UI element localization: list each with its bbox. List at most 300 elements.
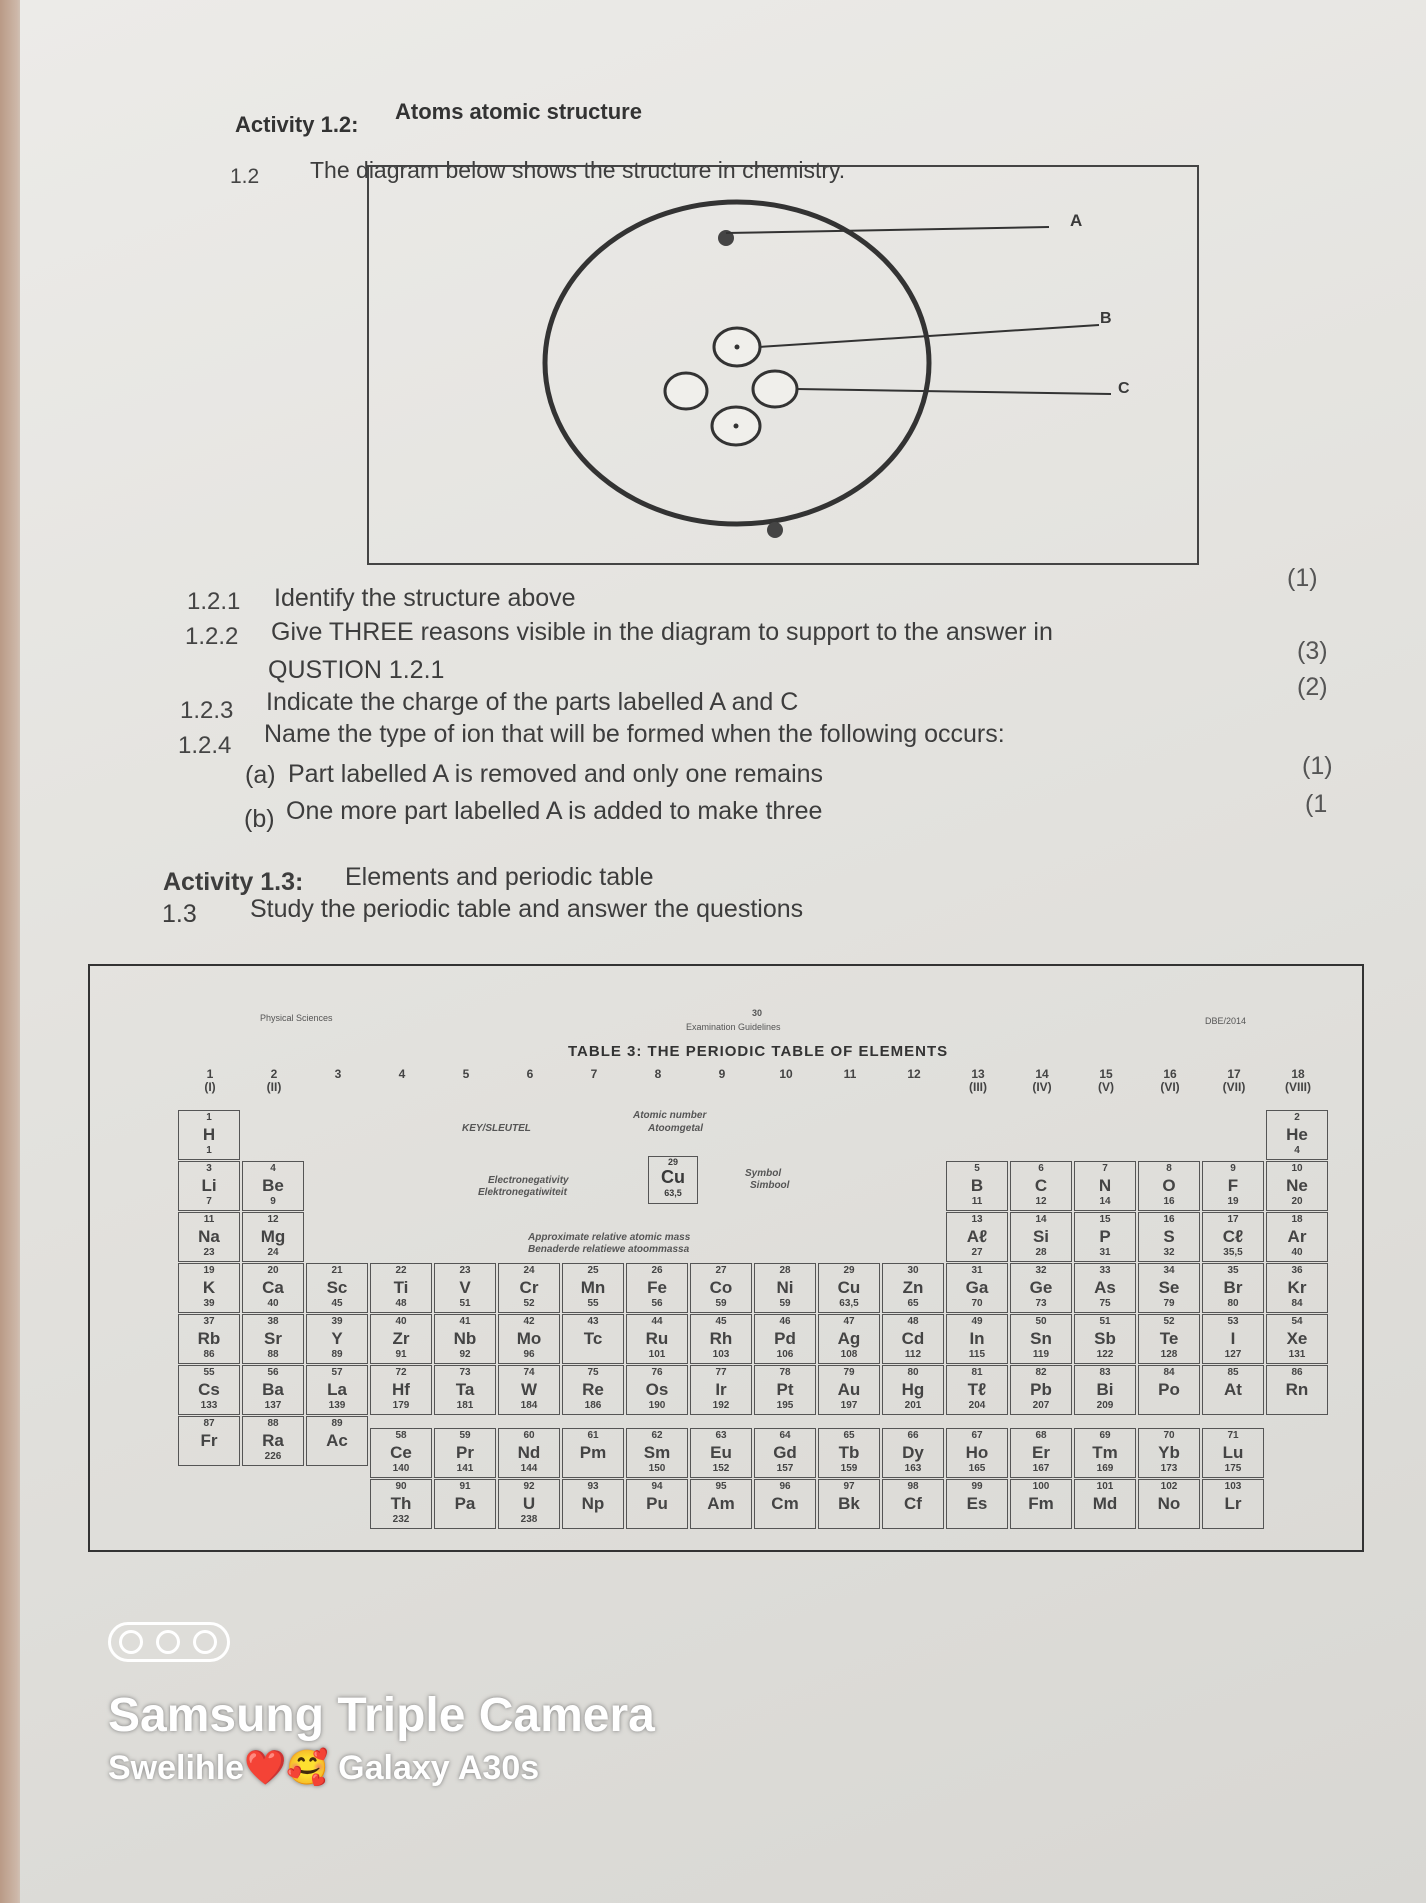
question-intro: The diagram below shows the structure in chemistry. bbox=[310, 157, 846, 183]
element-cell bbox=[1074, 1479, 1136, 1529]
element-cell bbox=[434, 1314, 496, 1364]
element-symbol: Tm bbox=[1092, 1443, 1118, 1462]
element-mass: 184 bbox=[520, 1400, 538, 1411]
element-atomic-number: 80 bbox=[907, 1367, 919, 1378]
element-mass: 35,5 bbox=[1223, 1247, 1243, 1258]
element-mass: 150 bbox=[648, 1463, 666, 1474]
element-atomic-number: 102 bbox=[1160, 1481, 1178, 1492]
element-symbol: He bbox=[1286, 1125, 1308, 1144]
element-atomic-number: 91 bbox=[459, 1481, 471, 1492]
label-a: A bbox=[1070, 211, 1083, 230]
element-mass: 45 bbox=[331, 1298, 343, 1309]
element-symbol: Gd bbox=[773, 1443, 797, 1462]
element-cell bbox=[562, 1263, 624, 1313]
element-symbol: Cr bbox=[519, 1278, 539, 1297]
group-header: 10 bbox=[779, 1067, 793, 1081]
camera-watermark-icon bbox=[108, 1622, 230, 1662]
key-symbol-af: Simbool bbox=[750, 1180, 790, 1191]
element-symbol: Ba bbox=[262, 1380, 284, 1399]
element-symbol: Pt bbox=[776, 1380, 794, 1399]
element-mass: 173 bbox=[1160, 1463, 1178, 1474]
element-symbol: Rn bbox=[1285, 1380, 1309, 1399]
element-cell bbox=[1138, 1314, 1200, 1364]
element-cell bbox=[1074, 1428, 1136, 1478]
element-cell bbox=[370, 1365, 432, 1415]
element-mass: 192 bbox=[712, 1400, 730, 1411]
element-symbol: Fm bbox=[1028, 1494, 1054, 1513]
element-symbol: Mo bbox=[516, 1329, 542, 1348]
element-mass: 197 bbox=[840, 1400, 858, 1411]
element-mass: 63,5 bbox=[839, 1298, 859, 1309]
element-mass: 75 bbox=[1099, 1298, 1111, 1309]
element-symbol: Md bbox=[1092, 1494, 1118, 1513]
element-cell bbox=[434, 1428, 496, 1478]
activity-1-3-number: 1.3 bbox=[162, 900, 197, 928]
element-mass: 128 bbox=[1160, 1349, 1178, 1360]
element-symbol: K bbox=[202, 1278, 216, 1297]
element-atomic-number: 1 bbox=[206, 1112, 212, 1123]
element-atomic-number: 39 bbox=[331, 1316, 343, 1327]
element-mass: 9 bbox=[270, 1196, 276, 1207]
element-cell bbox=[754, 1263, 816, 1313]
element-cell bbox=[306, 1314, 368, 1364]
pt-header-right: DBE/2014 bbox=[1205, 1016, 1247, 1026]
element-cell bbox=[562, 1365, 624, 1415]
pt-header-left: Physical Sciences bbox=[260, 1013, 333, 1023]
element-symbol: Ac bbox=[326, 1431, 348, 1450]
element-mass: 140 bbox=[392, 1463, 410, 1474]
element-atomic-number: 16 bbox=[1163, 1214, 1175, 1225]
element-cell bbox=[242, 1365, 304, 1415]
q-1-2-4a-mark: (1) bbox=[1302, 752, 1333, 780]
element-atomic-number: 35 bbox=[1227, 1265, 1239, 1276]
element-symbol: Bk bbox=[838, 1494, 860, 1513]
activity-1-2-label: Activity 1.2: bbox=[235, 112, 359, 137]
element-mass: 55 bbox=[587, 1298, 599, 1309]
activity-1-3-text: Study the periodic table and answer the questions bbox=[250, 895, 804, 923]
element-cell bbox=[690, 1479, 752, 1529]
element-symbol: La bbox=[327, 1380, 347, 1399]
element-mass: 28 bbox=[1035, 1247, 1047, 1258]
element-atomic-number: 93 bbox=[587, 1481, 599, 1492]
element-cell bbox=[562, 1314, 624, 1364]
element-atomic-number: 38 bbox=[267, 1316, 279, 1327]
element-atomic-number: 83 bbox=[1099, 1367, 1111, 1378]
element-atomic-number: 96 bbox=[779, 1481, 791, 1492]
element-symbol: Na bbox=[198, 1227, 220, 1246]
element-mass: 40 bbox=[267, 1298, 279, 1309]
element-atomic-number: 55 bbox=[203, 1367, 215, 1378]
element-symbol: Ga bbox=[965, 1278, 989, 1297]
element-cell bbox=[498, 1314, 560, 1364]
element-cell bbox=[370, 1314, 432, 1364]
element-atomic-number: 57 bbox=[331, 1367, 343, 1378]
element-mass: 24 bbox=[267, 1247, 279, 1258]
q-1-2-1-mark: (1) bbox=[1287, 564, 1318, 592]
element-cell bbox=[1202, 1161, 1264, 1211]
element-atomic-number: 20 bbox=[267, 1265, 279, 1276]
element-atomic-number: 48 bbox=[907, 1316, 919, 1327]
element-cell bbox=[818, 1314, 880, 1364]
element-cell bbox=[434, 1365, 496, 1415]
element-cell bbox=[754, 1479, 816, 1529]
neutron-right bbox=[753, 371, 797, 407]
element-mass: 88 bbox=[267, 1349, 279, 1360]
element-cell bbox=[690, 1365, 752, 1415]
element-atomic-number: 97 bbox=[843, 1481, 855, 1492]
element-symbol: At bbox=[1224, 1380, 1242, 1399]
element-mass: 65 bbox=[907, 1298, 919, 1309]
element-cell bbox=[306, 1416, 368, 1466]
element-cell bbox=[1202, 1314, 1264, 1364]
element-symbol: Be bbox=[262, 1176, 284, 1195]
element-atomic-number: 103 bbox=[1224, 1481, 1242, 1492]
element-symbol: Li bbox=[201, 1176, 217, 1195]
activity-1-3-label: Activity 1.3: bbox=[163, 868, 304, 896]
element-mass: 56 bbox=[651, 1298, 663, 1309]
element-cell bbox=[818, 1365, 880, 1415]
element-atomic-number: 17 bbox=[1227, 1214, 1239, 1225]
element-cell bbox=[882, 1479, 944, 1529]
element-symbol: In bbox=[969, 1329, 985, 1348]
element-mass: 48 bbox=[395, 1298, 407, 1309]
element-mass: 16 bbox=[1163, 1196, 1175, 1207]
element-atomic-number: 2 bbox=[1294, 1112, 1300, 1123]
element-atomic-number: 8 bbox=[1166, 1163, 1172, 1174]
element-cell bbox=[626, 1314, 688, 1364]
element-cell bbox=[1138, 1161, 1200, 1211]
element-atomic-number: 71 bbox=[1227, 1430, 1239, 1441]
element-cell bbox=[754, 1428, 816, 1478]
element-symbol: Fe bbox=[647, 1278, 667, 1297]
element-mass: 39 bbox=[203, 1298, 215, 1309]
watermark-device-text: Swelihle❤️🥰 Galaxy A30s bbox=[108, 1749, 540, 1787]
group-header: 5 bbox=[462, 1067, 470, 1081]
element-atomic-number: 10 bbox=[1291, 1163, 1303, 1174]
element-cell bbox=[178, 1212, 240, 1262]
element-symbol: Cu bbox=[837, 1278, 861, 1297]
element-mass: 122 bbox=[1096, 1349, 1114, 1360]
element-mass: 92 bbox=[459, 1349, 471, 1360]
key-example-number: 29 bbox=[667, 1157, 678, 1167]
label-c: C bbox=[1118, 380, 1130, 397]
element-cell bbox=[434, 1263, 496, 1313]
element-symbol: Dy bbox=[902, 1443, 924, 1462]
element-mass: 11 bbox=[971, 1196, 983, 1207]
element-atomic-number: 64 bbox=[779, 1430, 791, 1441]
key-mass-af: Benaderde relatiewe atoommassa bbox=[528, 1244, 690, 1255]
key-atomic-number-af: Atoomgetal bbox=[648, 1123, 703, 1134]
element-atomic-number: 12 bbox=[267, 1214, 279, 1225]
element-cell bbox=[1074, 1212, 1136, 1262]
group-header: 4 bbox=[398, 1067, 406, 1081]
element-cell bbox=[242, 1416, 304, 1466]
element-atomic-number: 58 bbox=[395, 1430, 407, 1441]
element-symbol: Sc bbox=[326, 1278, 348, 1297]
element-symbol: Ti bbox=[393, 1278, 409, 1297]
element-symbol: Fr bbox=[200, 1431, 218, 1450]
element-mass: 201 bbox=[904, 1400, 922, 1411]
element-atomic-number: 56 bbox=[267, 1367, 279, 1378]
pointer-line-a bbox=[726, 227, 1049, 233]
element-cell bbox=[242, 1161, 304, 1211]
key-electronegativity: Electronegativity bbox=[488, 1175, 569, 1186]
element-cell bbox=[754, 1314, 816, 1364]
element-atomic-number: 69 bbox=[1099, 1430, 1111, 1441]
element-mass: 70 bbox=[971, 1298, 983, 1309]
element-cell bbox=[1266, 1263, 1328, 1313]
element-atomic-number: 99 bbox=[971, 1481, 983, 1492]
element-cell bbox=[818, 1428, 880, 1478]
element-symbol: W bbox=[520, 1380, 538, 1399]
element-symbol: Zr bbox=[392, 1329, 410, 1348]
element-symbol: B bbox=[970, 1176, 984, 1195]
element-symbol: Si bbox=[1032, 1227, 1050, 1246]
element-symbol: Pd bbox=[774, 1329, 796, 1348]
element-symbol: Ir bbox=[715, 1380, 727, 1399]
element-symbol: Mn bbox=[580, 1278, 606, 1297]
element-symbol: Ca bbox=[262, 1278, 284, 1297]
element-cell bbox=[626, 1365, 688, 1415]
proton-mark-top bbox=[735, 345, 740, 350]
element-cell bbox=[178, 1314, 240, 1364]
element-symbol: Nd bbox=[517, 1443, 541, 1462]
element-mass: 141 bbox=[456, 1463, 474, 1474]
element-mass: 186 bbox=[584, 1400, 602, 1411]
q-1-2-4a-text: Part labelled A is removed and only one remains bbox=[288, 760, 824, 788]
q-1-2-3-mark: (2) bbox=[1297, 673, 1328, 701]
q-1-2-4-number: 1.2.4 bbox=[178, 732, 232, 759]
element-atomic-number: 9 bbox=[1230, 1163, 1236, 1174]
element-cell bbox=[946, 1479, 1008, 1529]
element-mass: 59 bbox=[715, 1298, 727, 1309]
element-symbol: C bbox=[1034, 1176, 1048, 1195]
element-cell bbox=[370, 1428, 432, 1478]
element-cell bbox=[946, 1365, 1008, 1415]
element-mass: 20 bbox=[1291, 1196, 1303, 1207]
element-symbol: I bbox=[1230, 1329, 1236, 1348]
element-atomic-number: 98 bbox=[907, 1481, 919, 1492]
element-atomic-number: 37 bbox=[203, 1316, 215, 1327]
element-atomic-number: 42 bbox=[523, 1316, 535, 1327]
element-symbol: Ge bbox=[1029, 1278, 1053, 1297]
element-cell bbox=[1266, 1314, 1328, 1364]
activity-1-2-title: Atoms atomic structure bbox=[395, 99, 642, 124]
element-atomic-number: 19 bbox=[203, 1265, 215, 1276]
element-atomic-number: 76 bbox=[651, 1367, 663, 1378]
group-header: 16 (VI) bbox=[1160, 1067, 1180, 1094]
element-symbol: N bbox=[1098, 1176, 1112, 1195]
periodic-table-title: TABLE 3: THE PERIODIC TABLE OF ELEMENTS bbox=[568, 1043, 949, 1060]
q-1-2-3-number: 1.2.3 bbox=[180, 697, 234, 724]
element-mass: 163 bbox=[904, 1463, 922, 1474]
element-atomic-number: 100 bbox=[1032, 1481, 1050, 1492]
element-atomic-number: 47 bbox=[843, 1316, 855, 1327]
group-header: 7 bbox=[590, 1067, 598, 1081]
element-cell bbox=[1010, 1428, 1072, 1478]
element-cell bbox=[1010, 1314, 1072, 1364]
element-atomic-number: 53 bbox=[1227, 1316, 1239, 1327]
element-atomic-number: 101 bbox=[1096, 1481, 1114, 1492]
key-electronegativity-af: Elektronegatiwiteit bbox=[478, 1187, 567, 1198]
element-mass: 209 bbox=[1096, 1400, 1114, 1411]
element-mass: 115 bbox=[968, 1349, 986, 1360]
element-mass: 80 bbox=[1227, 1298, 1239, 1309]
question-number: 1.2 bbox=[230, 165, 260, 188]
element-atomic-number: 27 bbox=[715, 1265, 727, 1276]
element-mass: 131 bbox=[1288, 1349, 1306, 1360]
element-mass: 157 bbox=[776, 1463, 794, 1474]
element-atomic-number: 84 bbox=[1163, 1367, 1175, 1378]
element-symbol: Bi bbox=[1096, 1380, 1114, 1399]
neutron-left bbox=[665, 373, 707, 409]
group-header: 15 (V) bbox=[1098, 1067, 1114, 1094]
element-symbol: F bbox=[1227, 1176, 1239, 1195]
atom-diagram bbox=[367, 165, 1199, 565]
q-1-2-2-mark: (3) bbox=[1297, 637, 1328, 665]
element-cell bbox=[1266, 1110, 1328, 1160]
element-cell bbox=[562, 1428, 624, 1478]
element-symbol: Cs bbox=[198, 1380, 220, 1399]
element-symbol: Ne bbox=[1286, 1176, 1308, 1195]
element-cell bbox=[370, 1479, 432, 1529]
element-symbol: Rb bbox=[197, 1329, 221, 1348]
element-mass: 101 bbox=[648, 1349, 666, 1360]
element-atomic-number: 54 bbox=[1291, 1316, 1303, 1327]
element-atomic-number: 72 bbox=[395, 1367, 407, 1378]
element-symbol: Br bbox=[1223, 1278, 1243, 1297]
element-cell bbox=[1074, 1314, 1136, 1364]
element-atomic-number: 82 bbox=[1035, 1367, 1047, 1378]
element-atomic-number: 73 bbox=[459, 1367, 471, 1378]
element-symbol: Sn bbox=[1030, 1329, 1052, 1348]
element-symbol: Th bbox=[390, 1494, 412, 1513]
element-symbol: Rh bbox=[709, 1329, 733, 1348]
element-mass: 84 bbox=[1291, 1298, 1303, 1309]
element-symbol: Tℓ bbox=[967, 1380, 987, 1399]
element-atomic-number: 43 bbox=[587, 1316, 599, 1327]
element-atomic-number: 86 bbox=[1291, 1367, 1303, 1378]
element-cell bbox=[498, 1428, 560, 1478]
element-symbol: Pm bbox=[579, 1443, 607, 1462]
element-atomic-number: 90 bbox=[395, 1481, 407, 1492]
pointer-line-c bbox=[797, 389, 1111, 394]
element-atomic-number: 92 bbox=[523, 1481, 535, 1492]
element-atomic-number: 30 bbox=[907, 1265, 919, 1276]
group-header: 17 (VII) bbox=[1222, 1067, 1246, 1094]
element-cell bbox=[818, 1479, 880, 1529]
element-cell bbox=[498, 1263, 560, 1313]
element-atomic-number: 3 bbox=[206, 1163, 212, 1174]
element-symbol: Xe bbox=[1286, 1329, 1308, 1348]
element-cell bbox=[178, 1263, 240, 1313]
element-symbol: Ru bbox=[645, 1329, 669, 1348]
element-cell bbox=[1010, 1263, 1072, 1313]
group-header: 2 (II) bbox=[266, 1067, 282, 1094]
element-symbol: Pu bbox=[646, 1494, 668, 1513]
element-mass: 40 bbox=[1291, 1247, 1303, 1258]
proton-mark-bottom bbox=[734, 424, 739, 429]
element-mass: 7 bbox=[206, 1196, 212, 1207]
element-cell bbox=[562, 1479, 624, 1529]
key-atomic-number: Atomic number bbox=[633, 1110, 707, 1121]
element-cell bbox=[882, 1263, 944, 1313]
watermark-camera-text: Samsung Triple Camera bbox=[108, 1689, 655, 1742]
element-atomic-number: 40 bbox=[395, 1316, 407, 1327]
element-cell bbox=[1138, 1263, 1200, 1313]
element-mass: 238 bbox=[520, 1514, 538, 1525]
element-symbol: Lu bbox=[1222, 1443, 1244, 1462]
group-header: 14 (IV) bbox=[1032, 1067, 1052, 1094]
element-cell bbox=[1202, 1263, 1264, 1313]
element-mass: 51 bbox=[459, 1298, 471, 1309]
element-atomic-number: 14 bbox=[1035, 1214, 1047, 1225]
element-mass: 152 bbox=[712, 1463, 730, 1474]
element-cell bbox=[626, 1428, 688, 1478]
element-atomic-number: 5 bbox=[974, 1163, 980, 1174]
element-atomic-number: 22 bbox=[395, 1265, 407, 1276]
element-mass: 79 bbox=[1163, 1298, 1175, 1309]
element-cell bbox=[754, 1365, 816, 1415]
element-atomic-number: 95 bbox=[715, 1481, 727, 1492]
element-atomic-number: 29 bbox=[843, 1265, 855, 1276]
element-mass: 14 bbox=[1099, 1196, 1111, 1207]
element-mass: 137 bbox=[264, 1400, 282, 1411]
element-symbol: Kr bbox=[1287, 1278, 1307, 1297]
element-cell bbox=[1010, 1365, 1072, 1415]
element-atomic-number: 65 bbox=[843, 1430, 855, 1441]
element-mass: 31 bbox=[1099, 1247, 1111, 1258]
element-atomic-number: 89 bbox=[331, 1418, 343, 1429]
element-mass: 106 bbox=[776, 1349, 794, 1360]
element-cell bbox=[1010, 1479, 1072, 1529]
element-mass: 112 bbox=[904, 1349, 922, 1360]
element-cell bbox=[1202, 1365, 1264, 1415]
q-1-2-3-text: Indicate the charge of the parts labelled A and C bbox=[266, 688, 799, 716]
element-atomic-number: 44 bbox=[651, 1316, 663, 1327]
element-atomic-number: 79 bbox=[843, 1367, 855, 1378]
element-symbol: Yb bbox=[1158, 1443, 1180, 1462]
element-atomic-number: 67 bbox=[971, 1430, 983, 1441]
element-mass: 181 bbox=[456, 1400, 474, 1411]
element-symbol: As bbox=[1094, 1278, 1116, 1297]
group-header: 1 (I) bbox=[204, 1067, 216, 1094]
element-atomic-number: 15 bbox=[1099, 1214, 1111, 1225]
element-cell bbox=[626, 1263, 688, 1313]
q-1-2-4a-label: (a) bbox=[245, 761, 276, 789]
element-symbol: Lr bbox=[1224, 1494, 1242, 1513]
element-symbol: Ni bbox=[776, 1278, 794, 1297]
group-header: 12 bbox=[907, 1067, 921, 1081]
element-symbol: Te bbox=[1159, 1329, 1179, 1348]
element-mass: 89 bbox=[331, 1349, 343, 1360]
element-symbol: No bbox=[1157, 1494, 1181, 1513]
element-atomic-number: 88 bbox=[267, 1418, 279, 1429]
group-header: 18 (VIII) bbox=[1285, 1067, 1311, 1094]
element-cell bbox=[1266, 1161, 1328, 1211]
element-atomic-number: 46 bbox=[779, 1316, 791, 1327]
element-atomic-number: 59 bbox=[459, 1430, 471, 1441]
element-mass: 91 bbox=[395, 1349, 407, 1360]
element-symbol: Cℓ bbox=[1222, 1227, 1244, 1246]
label-b: B bbox=[1100, 310, 1112, 327]
element-atomic-number: 81 bbox=[971, 1367, 983, 1378]
element-cell bbox=[946, 1263, 1008, 1313]
element-symbol: Ra bbox=[262, 1431, 284, 1450]
element-symbol: P bbox=[1099, 1227, 1111, 1246]
element-atomic-number: 41 bbox=[459, 1316, 471, 1327]
q-1-2-2-text: Give THREE reasons visible in the diagram to support to the answer in bbox=[271, 618, 1053, 646]
